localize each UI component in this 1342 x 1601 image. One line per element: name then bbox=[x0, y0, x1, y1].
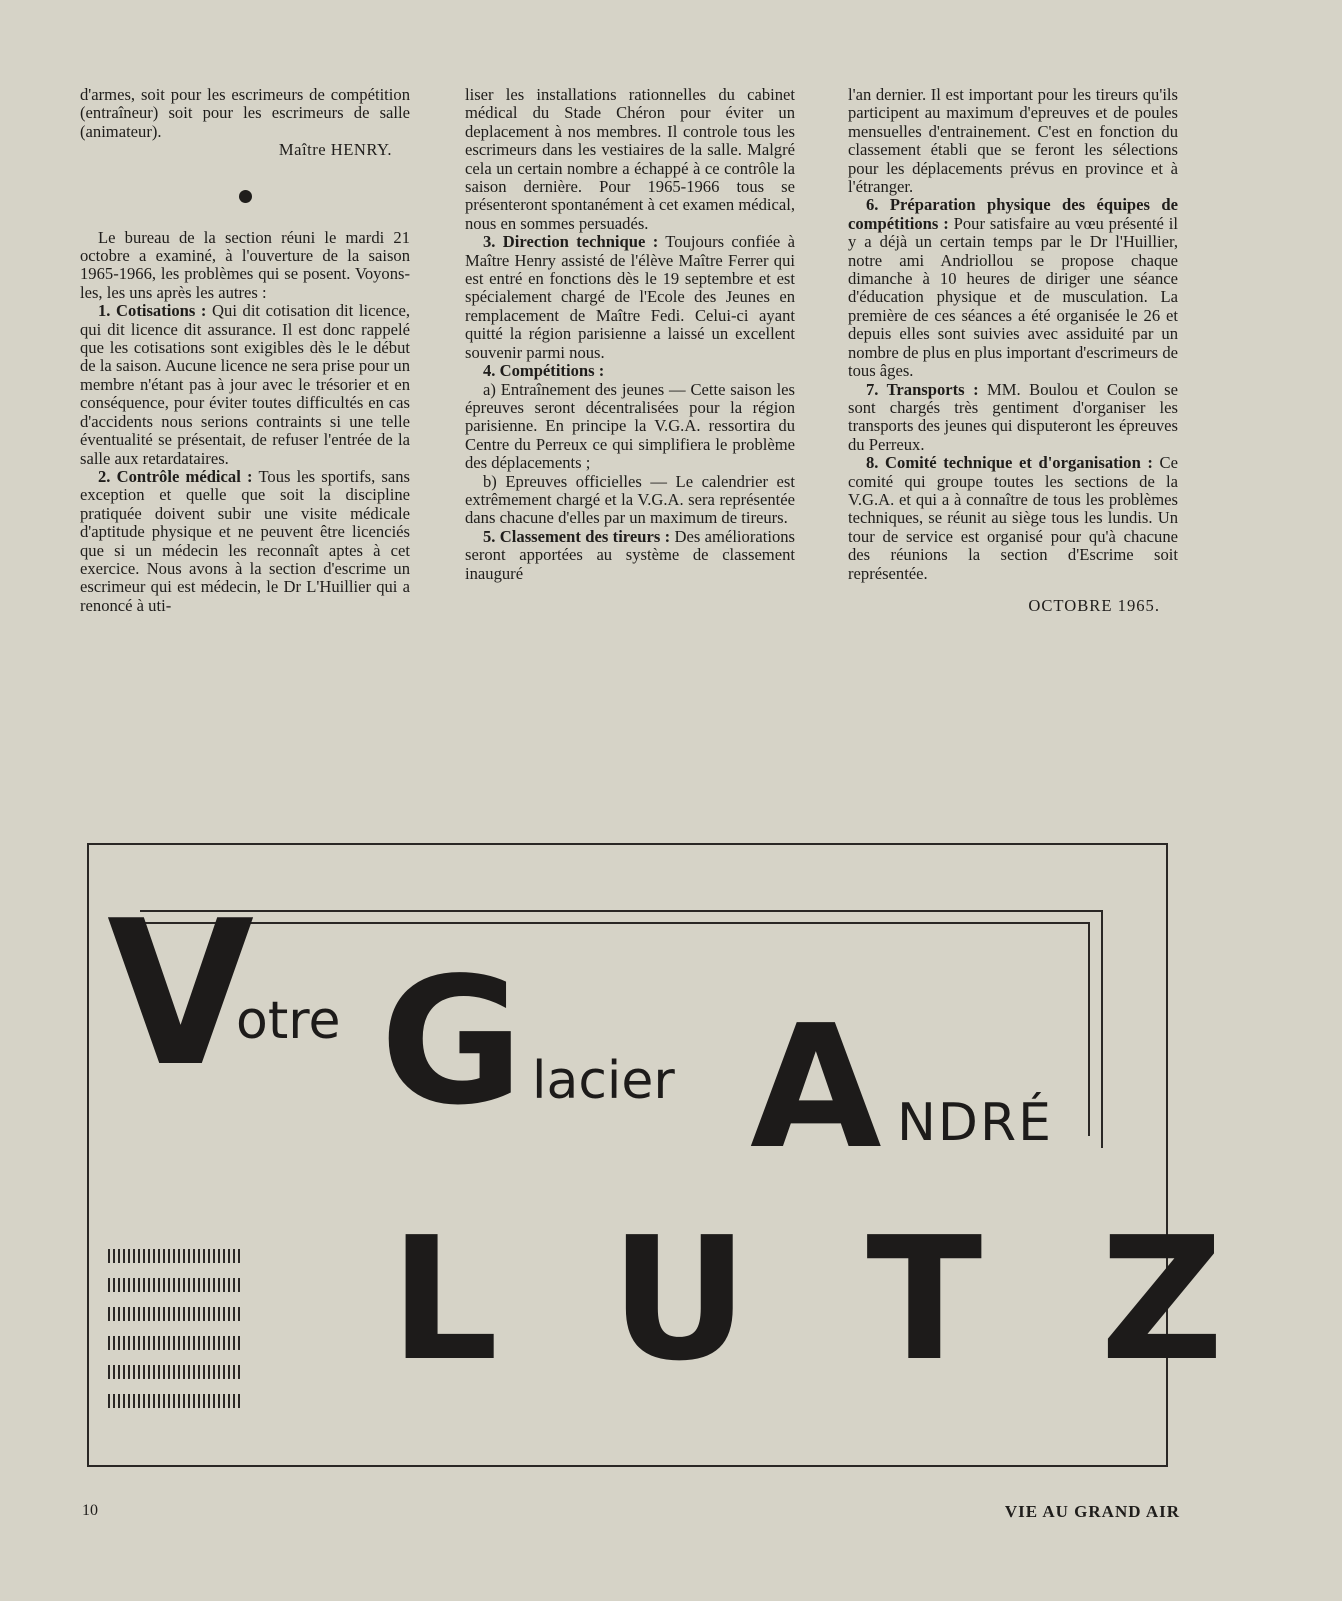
section-heading: 8. Comité technique et d'organisation : bbox=[866, 453, 1153, 473]
section-heading: 5. Classement des tireurs : bbox=[483, 526, 671, 546]
paragraph: liser les installations rationnelles du cabinet médical du Stade Chéron pour éviter un deplacement à nos membres. Il controle tous les escrimeurs dans les vestiaires de la salle. Malgré cela un certain nombre a échappé à ce contrôle la saison dernière. Pour 1965-1966 tous se présenteront spontanément à cet examen médical, nous en sommes persuadés. bbox=[465, 85, 795, 233]
ad-word-lutz: LUTZ bbox=[390, 1201, 1342, 1399]
section-body: Tous les sportifs, sans exception et quelle que soit la discipline pratiquée doivent subir une visite médicale d'aptitude physique et ne peuvent être licenciés que si un médecin les reconnaît aptes à cet exercice. Nous avons à la section d'escrime un escrimeur qui est médecin, le Dr L'Huillier qui a renoncé à uti- bbox=[80, 466, 411, 615]
section-classement bbox=[465, 528, 795, 583]
paragraph: l'an dernier. Il est important pour les tireurs qu'ils participent au maximum d'epreuves et de poules mensuelles d'entrainement. C'est en fonction du classement établi que se feront les sélections pour les déplacements prévus en province et à l'étranger. bbox=[848, 85, 1178, 197]
section-body: Qui dit cotisation dit licence, qui dit licence dit assurance. Il est donc rappelé que les cotisations sont exigibles dès le le début de la saison. Aucune licence ne sera prise pour un membre n'étant pas à jour avec le trésorier et en conséquence, pour éviter toutes difficultés en cas d'accidents nous serions contraints si une telle éventualité se présentait, de refuser l'entrée de la salle aux retardataires. bbox=[80, 301, 410, 468]
paragraph: d'armes, soit pour les escrimeurs de compétition (entraîneur) soit pour les escrimeurs de salle (animateur). bbox=[80, 85, 410, 141]
article-column-2 bbox=[465, 86, 795, 583]
signature: Maître HENRY. bbox=[278, 140, 392, 160]
section-controle-medical bbox=[80, 468, 410, 615]
section-heading: 3. Direction technique : bbox=[483, 232, 659, 252]
section-direction-technique bbox=[465, 233, 795, 362]
article-column-3 bbox=[848, 86, 1178, 615]
stripe-row bbox=[108, 1336, 243, 1350]
section-competitions bbox=[465, 362, 795, 380]
paragraph-intro: Le bureau de la section réuni le mardi 21 octobre a examiné, à l'ouverture de la saison 1965-1966, les problèmes qui se posent. Voyons-les, les uns après les autres : bbox=[80, 227, 410, 302]
stripe-row bbox=[108, 1365, 243, 1379]
section-body: Des améliorations seront apportées au système de classement inauguré bbox=[465, 526, 795, 583]
section-cotisations bbox=[80, 302, 410, 468]
article-column-1 bbox=[80, 86, 410, 615]
stripe-row bbox=[108, 1278, 243, 1292]
ad-letter-a: A bbox=[750, 989, 882, 1187]
stripe-row bbox=[108, 1249, 243, 1263]
section-heading: 6. Préparation physique des équipes de compétitions : bbox=[848, 195, 1178, 233]
subsection-entrainement: a) Entraînement des jeunes — Cette saison les épreuves seront décentralisées pour la région parisienne. En principe la V.G.A. ressortira du Centre du Perreux ce qui simplifiera le problème des déplacements ; bbox=[465, 379, 795, 473]
article-date: OCTOBRE 1965. bbox=[1028, 595, 1160, 615]
decorative-stripes bbox=[108, 1249, 243, 1423]
ad-frame-line bbox=[1088, 922, 1090, 1136]
ad-letter-v: V bbox=[107, 878, 255, 1111]
ad-word-otre: otre bbox=[236, 991, 341, 1051]
section-heading: 4. Compétitions : bbox=[483, 361, 605, 381]
stripe-row bbox=[108, 1394, 243, 1408]
section-preparation-physique bbox=[848, 196, 1178, 380]
bullet-separator bbox=[239, 190, 252, 203]
ad-letter-g: G bbox=[380, 941, 524, 1144]
magazine-title: VIE AU GRAND AIR bbox=[1004, 1502, 1180, 1521]
ad-word-ndre: NDRÉ bbox=[897, 1093, 1053, 1153]
section-heading: 7. Transports : bbox=[866, 379, 979, 399]
section-body: Ce comité qui groupe toutes les sections de la V.G.A. et qui a à connaître de tous les problèmes techniques, se réunit au siège tous les lundis. Un tour de service est organisé pour qu'à chacune des réunions la section d'Escrime soit représentée. bbox=[848, 453, 1178, 583]
section-comite-technique bbox=[848, 454, 1178, 583]
stripe-row bbox=[108, 1307, 243, 1321]
section-body: Pour satisfaire au vœu présenté il y a déjà un certain temps par le Dr l'Huillier, notre ami Andriollou se propose chaque dimanche à 10 heures de diriger une séance d'éducation physique et de musculation. La première de ces séances a été organisée le 26 et depuis elles sont suivies avec assiduité par un nombre de plus en plus important d'escrimeurs de tous âges. bbox=[848, 213, 1179, 381]
subsection-epreuves: b) Epreuves officielles — Le calendrier est extrêmement chargé et la V.G.A. sera représentée dans chacune d'elles par un maximum de tireurs. bbox=[465, 471, 795, 528]
page-number: 10 bbox=[82, 1502, 98, 1519]
section-heading: 2. Contrôle médical : bbox=[98, 466, 253, 486]
ad-frame-line bbox=[1101, 910, 1103, 1148]
ad-frame-line bbox=[140, 910, 1103, 912]
ad-frame-line bbox=[140, 922, 1090, 924]
section-heading: 1. Cotisations : bbox=[98, 301, 207, 321]
section-body: MM. Boulou et Coulon se sont chargés très gentiment d'organiser les transports des jeunes qui disputeront les épreuves du Perreux. bbox=[848, 379, 1178, 454]
ad-word-lacier: lacier bbox=[532, 1051, 675, 1111]
section-body: Toujours confiée à Maître Henry assisté de l'élève Maître Ferrer qui est entré en fonctions dès le 19 septembre et est spécialement chargé de l'Ecole des Jeunes en remplacement de Maître Fedi. Celui-ci ayant quitté la région parisienne a laissé un excellent souvenir parmi nous. bbox=[465, 232, 795, 362]
section-transports bbox=[848, 381, 1178, 455]
